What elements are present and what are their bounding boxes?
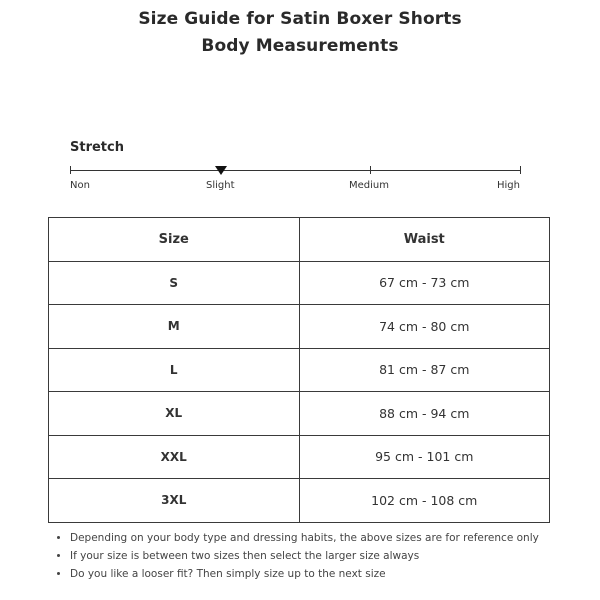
size-cell: S xyxy=(49,261,300,305)
stretch-level-medium: Medium xyxy=(349,180,389,191)
table-row xyxy=(49,348,550,392)
stretch-tick-non xyxy=(70,166,71,174)
stretch-scale xyxy=(70,166,521,196)
stretch-level-high: High xyxy=(497,180,520,191)
column-header-waist: Waist xyxy=(299,218,550,262)
stretch-tick-high xyxy=(520,166,521,174)
list-item: • Depending on your body type and dressing habits, the above sizes are for reference only xyxy=(70,529,590,547)
waist-cell: 95 cm - 101 cm xyxy=(299,435,550,479)
waist-cell: 81 cm - 87 cm xyxy=(299,348,550,392)
stretch-level-non: Non xyxy=(70,180,90,191)
size-cell: L xyxy=(49,348,300,392)
size-table xyxy=(48,217,550,523)
stretch-marker-icon xyxy=(215,166,227,175)
page-title: Size Guide for Satin Boxer Shorts xyxy=(138,9,462,29)
waist-cell: 102 cm - 108 cm xyxy=(299,479,550,523)
stretch-scale-line xyxy=(70,170,521,171)
table-row xyxy=(49,392,550,436)
page-subtitle: Body Measurements xyxy=(201,36,399,56)
size-cell: M xyxy=(49,305,300,349)
size-cell: 3XL xyxy=(49,479,300,523)
table-row xyxy=(49,261,550,305)
size-cell: XL xyxy=(49,392,300,436)
waist-cell: 88 cm - 94 cm xyxy=(299,392,550,436)
column-header-size: Size xyxy=(49,218,300,262)
list-item: • If your size is between two sizes then select the larger size always xyxy=(70,547,590,565)
table-header-row xyxy=(49,218,550,262)
size-cell: XXL xyxy=(49,435,300,479)
stretch-level-slight: Slight xyxy=(206,180,235,191)
waist-cell: 67 cm - 73 cm xyxy=(299,261,550,305)
list-item: • Do you like a looser fit? Then simply size up to the next size xyxy=(70,565,590,583)
table-row xyxy=(49,479,550,523)
notes-list xyxy=(48,529,590,583)
table-row xyxy=(49,435,550,479)
stretch-tick-medium xyxy=(370,166,371,174)
waist-cell: 74 cm - 80 cm xyxy=(299,305,550,349)
stretch-label: Stretch xyxy=(70,140,124,155)
table-row xyxy=(49,305,550,349)
